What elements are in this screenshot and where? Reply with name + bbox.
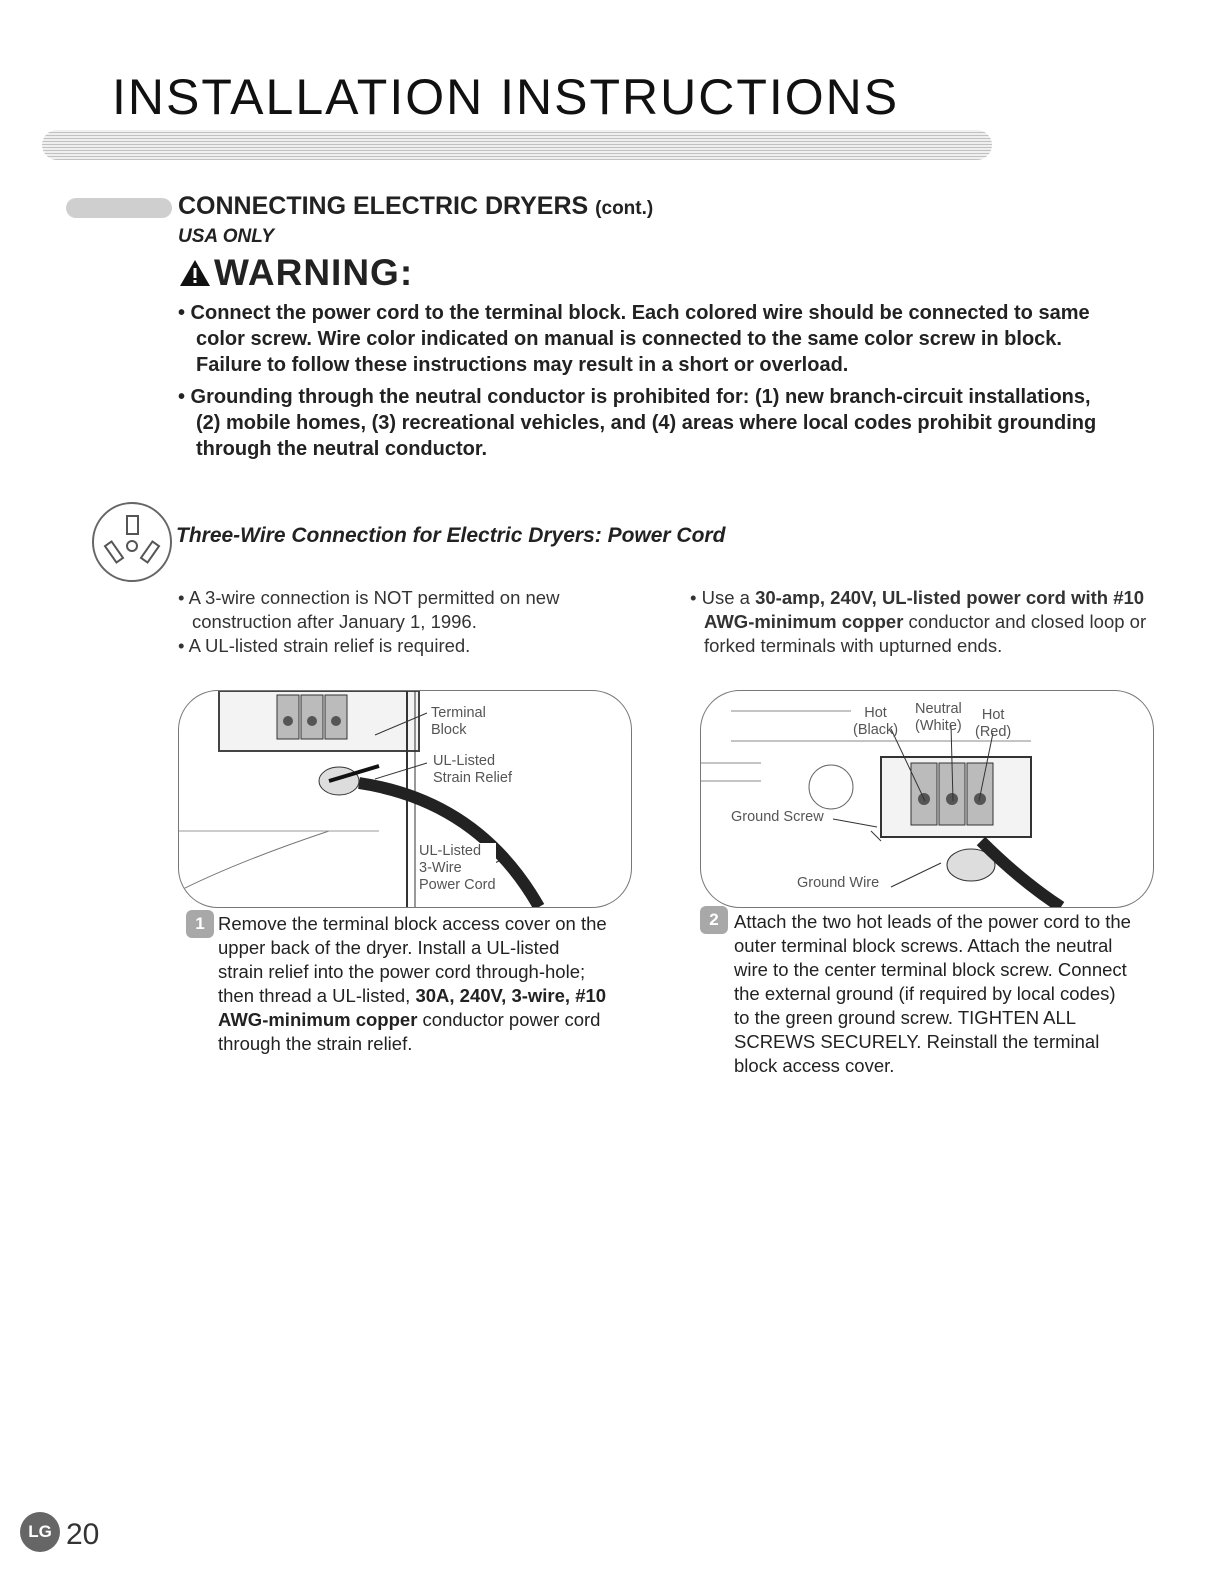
figure-terminal-block-strain-relief: Terminal Block UL-Listed Strain Relief UL-Listed 3-Wire Power Cord — [178, 690, 632, 908]
section-marker — [66, 198, 172, 218]
warning-icon — [178, 258, 212, 288]
section-title-cont: (cont.) — [595, 198, 654, 219]
right-bullet: • Use a 30-amp, 240V, UL-listed power cord with #10 AWG-minimum copper conductor and closed loop or forked terminals with upturned ends. — [690, 587, 1147, 656]
section-title — [178, 192, 653, 221]
step-1-badge: 1 — [186, 910, 214, 938]
label-power-cord: UL-Listed — [419, 843, 482, 859]
region-note: USA ONLY — [178, 226, 275, 247]
list-item: • A 3-wire connection is NOT permitted on new construction after January 1, 1996. — [178, 587, 560, 632]
three-prong-outlet-icon — [92, 502, 172, 582]
label-hot-black: Hot — [864, 705, 887, 721]
warning-label: WARNING: — [214, 252, 414, 293]
dryer-back-illustration — [179, 691, 631, 907]
page-number: 20 — [66, 1518, 100, 1551]
label-ground-screw: Ground Screw — [731, 809, 824, 825]
list-item: • A UL-listed strain relief is required. — [178, 635, 471, 656]
step-1-text: Remove the terminal block access cover on the upper back of the dryer. Install a UL-listed strain relief into the power cord through-hole; then thread a UL-listed, 30A, 240V, 3-wire, #10 AWG-minimum copper conductor power cord through the strain relief. — [218, 913, 607, 1054]
warning-item: • Connect the power cord to the terminal block. Each colored wire should be connected to same color screw. Wire color indicated on manual is connected to the same color screw in block. Failure to follow these instructions may result in a short or overload. — [178, 302, 1090, 376]
label-ground-wire: Ground Wire — [797, 875, 880, 891]
title-decorative-bar — [42, 130, 992, 160]
subsection-title: Three-Wire Connection for Electric Dryers: Power Cord — [176, 524, 726, 547]
step-2-badge: 2 — [700, 906, 728, 934]
warning-item: • Grounding through the neutral conductor is prohibited for: (1) new branch-circuit installations, (2) mobile homes, (3) recreational vehicles, and (4) areas where local codes prohibit grounding through the neutral conductor. — [178, 386, 1097, 460]
step-2-text: Attach the two hot leads of the power cord to the outer terminal block screws. Attach the neutral wire to the center terminal block screw. Connect the external ground (if required by local codes) to the green ground screw. TIGHTEN ALL SCREWS SECURELY. Reinstall the terminal block access cover. — [734, 911, 1131, 1076]
label-neutral-white: Neutral — [915, 701, 962, 717]
label-strain-relief: UL-Listed — [433, 753, 496, 769]
label-hot-red: Hot — [981, 707, 1005, 723]
label-terminal-block: Terminal Block — [431, 705, 486, 738]
left-bullet-list — [178, 586, 638, 658]
page-title: INSTALLATION INSTRUCTIONS — [112, 69, 900, 125]
section-title-text: CONNECTING ELECTRIC DRYERS — [178, 192, 589, 220]
figure-wire-connections: Hot (Black) Neutral (White) Hot (Red) Ground Screw Ground Wire — [700, 690, 1154, 908]
warning-heading — [178, 252, 413, 294]
lg-logo: LG — [20, 1512, 60, 1552]
